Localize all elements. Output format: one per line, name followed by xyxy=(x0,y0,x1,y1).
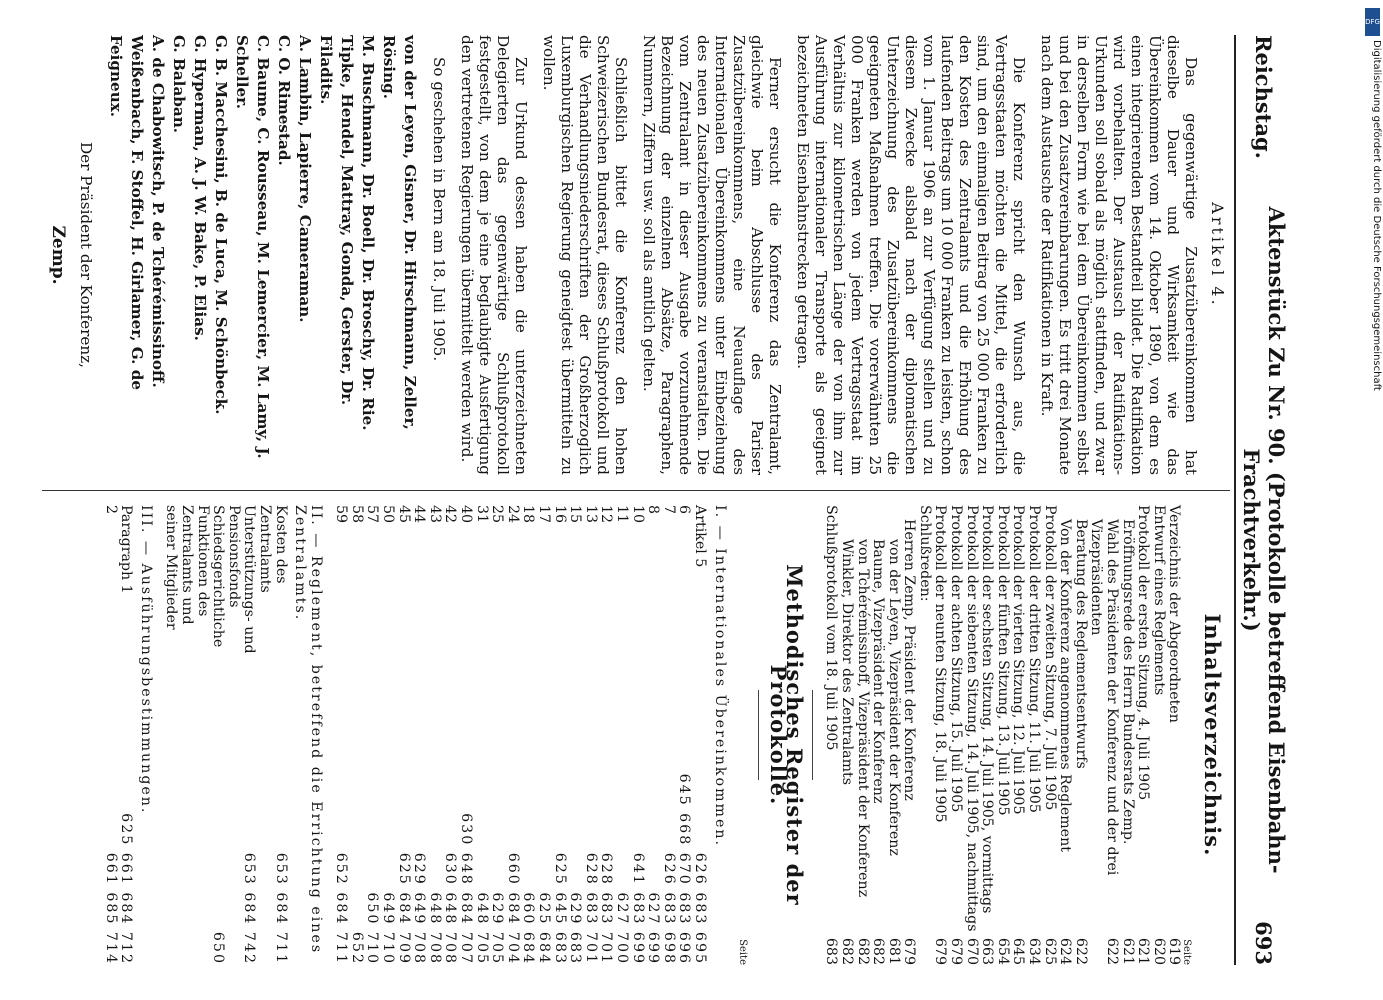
register-section-heading: II. — Reglement, betreffend die Errichtung eines Zentralamts. xyxy=(292,505,324,955)
register-row xyxy=(598,505,614,965)
register-row xyxy=(645,505,661,965)
register-label: 50 xyxy=(380,505,397,524)
register-row xyxy=(426,505,442,965)
register-label: 42 xyxy=(442,505,459,524)
toc-entry-title: von der Leyen, Vizepräsident der Konferenz xyxy=(885,539,902,856)
register-pages: 652 xyxy=(348,931,365,965)
toc-entry-page: 654 xyxy=(994,937,1011,965)
toc-entry-page: 663 xyxy=(979,937,996,965)
register-label: 40 xyxy=(458,505,475,524)
toc-entry-page: 622 xyxy=(1072,937,1089,965)
register-pages: 625 661 684 712 xyxy=(118,813,135,965)
register-row xyxy=(489,505,505,965)
closing-line: Der Präsident der Konferenz, xyxy=(77,142,95,368)
register-pages: 628 683 701 xyxy=(582,852,599,965)
toc-entry-page: 670 xyxy=(963,937,980,965)
register-pages: 648 708 xyxy=(426,892,443,965)
register-row xyxy=(691,505,707,965)
toc-entry-title: von Tchérémissinoff, Vizepräsident der Konferenz xyxy=(854,539,871,898)
register-label: Artikel 5 xyxy=(691,505,708,568)
register-label: 43 xyxy=(426,505,443,524)
register-label: Paragraph 1 xyxy=(118,505,135,594)
register-row xyxy=(118,505,134,965)
divider xyxy=(758,690,759,780)
toc-entry xyxy=(1010,505,1026,965)
register-pages: 625 684 709 xyxy=(395,852,412,965)
toc-entry-page: 679 xyxy=(948,937,965,965)
register-pages: 625 684 xyxy=(536,892,553,965)
toc-entry xyxy=(1135,505,1151,965)
register-title: Methodisches Register der Protokolle. xyxy=(766,564,807,906)
register-list-reglement xyxy=(163,505,288,965)
register-row xyxy=(225,505,256,965)
register-row xyxy=(520,505,536,965)
paragraph-funding: Die Konferenz spricht den Wunsch aus, die Vertragsstaaten möchten die Mittel, die erforderlich sind, um den einmaligen Beitrag von 25 000 Franken zu den Kosten des Zentralamts und die Erhöhung des laufenden Beitrags um 10 000 Franken zu leisten, schon vom 1. Januar 1906 an zur Verfügung stellen und zu diesem Zwecke alsbald nach der diplomatischen Unterzeichnung des Zusatzübereinkommens die geeigneten Maßnahmen treffen. Die vorerwähnten 25 000 Franken werden von jedem Vertragsstaat im Verhältnis zur kilometrischen Länge der von ihm zur Ausführung internationaler Transporte als geeignet bezeichneten Eisenbahnstrecken getragen. xyxy=(794,35,1028,475)
toc-entry-title: Protokoll der dritten Sitzung, 11. Juli 1905 xyxy=(1026,505,1043,813)
register-label: 12 xyxy=(598,505,615,524)
toc-entry-title: Herren Zemp, Präsident der Konferenz xyxy=(901,519,918,801)
signatory-line: Tipke, Hendel, Mattray, Gonda, Gerster, Dr. Filadits. xyxy=(317,35,356,406)
toc-list xyxy=(823,505,1182,965)
column-divider xyxy=(42,490,1230,491)
register-row xyxy=(567,505,583,965)
divider xyxy=(812,690,813,780)
register-label: Kosten des Zentralamts xyxy=(256,505,289,593)
toc-entry xyxy=(838,505,854,965)
toc-entry-page: 634 xyxy=(1026,937,1043,965)
toc-entry xyxy=(1041,505,1057,965)
toc-entry xyxy=(885,505,901,965)
register-pages: 626 683 698 xyxy=(660,852,677,965)
signatory-line: G. Balaban. xyxy=(170,35,188,134)
register-label: 16 xyxy=(551,505,568,524)
toc-entry xyxy=(1025,505,1041,965)
register-row xyxy=(256,505,287,965)
toc-entry-page: 624 xyxy=(1057,937,1074,965)
toc-entry xyxy=(870,505,886,965)
register-pages: 626 683 695 xyxy=(691,852,708,965)
toc-entry xyxy=(948,505,964,965)
register-pages: 625 645 683 xyxy=(551,852,568,965)
register-pages: 629 683 xyxy=(567,892,584,965)
toc-entry-page: 682 xyxy=(838,937,855,965)
register-pages: 660 684 xyxy=(520,892,537,965)
toc-entry xyxy=(994,505,1010,965)
signatory-line: G. Hyperman, A. J. W. Bake, P. Elias. xyxy=(191,35,209,341)
toc-entry-page: 622 xyxy=(1104,937,1121,965)
toc-entry-page: 682 xyxy=(870,937,887,965)
register-pages: 630 648 708 xyxy=(442,852,459,965)
toc-entry-page: 620 xyxy=(1150,937,1167,965)
register-pages: 645 668 670 683 696 xyxy=(676,773,693,965)
toc-entry-title: Protokoll der vierten Sitzung, 12. Juli 1905 xyxy=(1010,505,1027,815)
running-header xyxy=(1234,35,1292,965)
toc-entry-page: 681 xyxy=(885,937,902,965)
register-row xyxy=(613,505,629,965)
register-pages: 650 710 xyxy=(364,892,381,965)
register-pages: 627 699 xyxy=(645,892,662,965)
header-title: Aktenstück Zu Nr. 90. (Protokolle betreffend Eisenbahn-Frachtverkehr.) xyxy=(1239,206,1289,874)
toc-entry xyxy=(854,505,870,965)
toc-entry-title: Protokoll der neunten Sitzung, 18. Juli 1905 xyxy=(932,505,949,823)
toc-seite-label: Seite xyxy=(1181,939,1193,965)
toc-entry xyxy=(1166,505,1182,965)
signatory-line: Weißenbach, F. Stoffel, H. Girlamer, G. de Feigneux. xyxy=(107,35,146,390)
right-column xyxy=(102,505,1228,965)
register-label: 6 xyxy=(676,505,693,515)
register-label: 8 xyxy=(645,505,662,515)
left-column xyxy=(49,35,1228,475)
register-label: 15 xyxy=(567,505,584,524)
register-row xyxy=(504,505,520,965)
toc-entry-title: Wahl des Präsidenten der Konferenz und der drei Vizepräsidenten xyxy=(1088,519,1121,876)
register-pages: 653 684 742 xyxy=(241,852,258,965)
toc-entry-page: 621 xyxy=(1135,937,1152,965)
toc-entry-page xyxy=(916,937,932,965)
register-label: 31 xyxy=(473,505,490,524)
toc-entry-page: 645 xyxy=(1010,937,1027,965)
register-pages: 660 684 704 xyxy=(504,852,521,965)
register-label: 10 xyxy=(629,505,646,524)
register-pages: 627 700 xyxy=(614,892,630,965)
toc-entry-page: 679 xyxy=(901,937,918,965)
toc-title: Inhaltsverzeichnis. xyxy=(1200,613,1225,857)
toc-entry xyxy=(1072,505,1088,965)
register-row xyxy=(333,505,349,965)
register-pages: 629 705 xyxy=(489,892,506,965)
signatory-line: M. Buschmann, Dr. Boell, Dr. Broschy, Dr. Rie. xyxy=(359,35,377,431)
article-heading: Artikel 4. xyxy=(1208,202,1227,308)
register-row xyxy=(411,505,427,965)
article-text: Das gegenwärtige Zusatzübereinkommen hat dieselbe Dauer und Wirksamkeit wie das Übereinkommen vom 14. Oktober 1890, von dem es einen integrierenden Bestandteil bildet. Die Ratifikation wird vorbehalten. Der Austausch der Ratifikations-Urkunden soll sobald als möglich stattfinden, und zwar in derselben Form wie bei dem Übereinkommen selbst und bei den Zusatzvereinbarungen. Es tritt drei Monate nach dem Austausche der Ratifikationen in Kraft. xyxy=(1038,35,1200,475)
toc-entry xyxy=(1150,505,1166,965)
toc-entry-title: Protokoll der zweiten Sitzung, 7. Juli 1905 xyxy=(1041,505,1058,811)
signer-name: Zemp. xyxy=(48,225,68,285)
funding-credit: Digitalisierung gefördert durch die Deutsche Forschungsgemeinschaft xyxy=(1371,40,1382,391)
register-section-heading: I. — Internationales Übereinkommen. xyxy=(711,505,728,848)
toc-entry-title: Protokoll der fünften Sitzung, 13. Juli 1905 xyxy=(994,505,1011,816)
toc-entry xyxy=(901,505,917,965)
paragraph-new-edition: Ferner ersucht die Konferenz das Zentralamt, gleichwie beim Abschlusse des Pariser Zusatzübereinkommens, eine Neuauflage des Internationalen Übereinkommens unter Einbeziehung des neuen Zusatzübereinkommens zu veranstalten. Die vom Zentralamt in dieser Ausgabe vorzunehmende Bezeichnung der einzelnen Absätze, Paragraphen, Nummern, Ziffern usw. soll als amtlich gelten. xyxy=(640,35,784,475)
register-pages: 653 684 711 xyxy=(272,852,289,965)
toc-entry-page: 619 xyxy=(1166,937,1183,965)
register-pages: 629 649 708 xyxy=(411,852,428,965)
register-row xyxy=(676,505,692,965)
paragraph-transmission: Schließlich bittet die Konferenz den hohen Schweizerischen Bundesrat, dieses Schlußprotokoll und die Verhandlungsniederschriften der Großherzoglich Luxemburgischen Regierung geneigtest übermitteln zu wollen. xyxy=(540,35,630,475)
register-section-heading: III. — Ausführungsbestimmungen. xyxy=(137,505,154,815)
register-row xyxy=(364,505,380,965)
toc-entry xyxy=(1119,505,1135,965)
toc-entry-title: Schlußreden: xyxy=(916,505,933,602)
register-row xyxy=(551,505,567,965)
toc-entry-title: Schlußprotokoll vom 18. Juli 1905 xyxy=(823,505,840,751)
register-row xyxy=(535,505,551,965)
toc-entry xyxy=(932,505,948,965)
register-pages: 641 683 699 xyxy=(629,852,646,965)
register-pages: 661 685 714 xyxy=(102,852,119,965)
toc-entry-title: Eröffnungsrede des Herrn Bundesrats Zemp. xyxy=(1119,519,1136,845)
register-pages: 652 684 711 xyxy=(333,852,350,965)
toc-entry-page: 625 xyxy=(1041,937,1058,965)
register-pages: 630 648 684 707 xyxy=(458,813,475,965)
register-list-ausfuehrung xyxy=(102,505,133,965)
date-line: So geschehen in Bern am 18. Juli 1905. xyxy=(430,57,448,362)
signatory-line: A. de Chabowitsch, P. de Tchérémissinoff. xyxy=(149,35,167,388)
toc-entry xyxy=(823,505,839,965)
header-left: Reichstag. xyxy=(1251,35,1277,159)
register-label: Unterstützungs- und Pensionsfonds xyxy=(225,505,258,654)
register-seite-label: Seite xyxy=(736,939,748,965)
register-row xyxy=(660,505,676,965)
register-row xyxy=(473,505,489,965)
register-pages: 628 683 701 xyxy=(598,852,615,965)
register-label: 44 xyxy=(411,505,428,524)
register-label: 17 xyxy=(536,505,553,524)
signatory-line: A. Lambin, Lapierre, Cameraman. xyxy=(296,35,314,323)
toc-entry-title: Protokoll der siebenten Sitzung, 14. Juli 1905, nachmittags xyxy=(963,505,980,932)
toc-entry-title: Beratung des Reglementsentwurfs xyxy=(1072,519,1089,769)
signatory-line: G. B. Macchesini, B. de Luca, M. Schönbeck. xyxy=(212,35,230,415)
register-label: 2 xyxy=(102,505,119,515)
register-row xyxy=(348,505,364,965)
signatory-line: C. Baume, C. Rousseau, M. Lemercier, M. Lamy, J. Scheller. xyxy=(233,35,272,459)
toc-entry-title: Baume, Vizepräsident der Konferenz xyxy=(870,539,887,804)
register-row xyxy=(582,505,598,965)
paragraph-attestation: Zur Urkund dessen haben die unterzeichneten Delegierten das gegenwärtige Schlußprotokoll festgestellt, von dem je eine beglaubigte Ausfertigung den vertretenen Regierungen übermittelt werden wird. xyxy=(458,35,530,475)
register-label: 24 xyxy=(504,505,521,524)
register-label: 18 xyxy=(520,505,537,524)
dfg-logo: DFG xyxy=(1365,8,1380,36)
toc-entry xyxy=(1057,505,1073,965)
toc-entry-title: Entwurf eines Reglements xyxy=(1150,505,1167,696)
register-label: 25 xyxy=(489,505,506,524)
register-row xyxy=(380,505,396,965)
register-row xyxy=(163,505,225,965)
register-row xyxy=(442,505,458,965)
toc-entry xyxy=(963,505,979,965)
toc-entry-title: Protokoll der ersten Sitzung, 4. Juli 1905 xyxy=(1135,505,1152,801)
register-label: 13 xyxy=(582,505,599,524)
register-label: 59 xyxy=(333,505,350,524)
toc-entry-title: Protokoll der sechsten Sitzung, 14. Juli 1905, vormittags xyxy=(979,505,996,914)
toc-entry-page: 679 xyxy=(932,937,949,965)
page-number: 693 xyxy=(1251,921,1277,965)
register-row xyxy=(457,505,473,965)
toc-entry-title: Verzeichnis der Abgeordneten xyxy=(1166,505,1183,723)
register-row xyxy=(629,505,645,965)
register-pages: 650 xyxy=(210,931,227,965)
toc-entry-title: Protokoll der achten Sitzung, 15. Juli 1905 xyxy=(948,505,965,813)
toc-entry xyxy=(979,505,995,965)
toc-entry-page: 683 xyxy=(823,937,840,965)
toc-entry-title: Winkler, Direktor des Zentralamts xyxy=(838,539,855,786)
register-pages: 648 705 xyxy=(473,892,490,965)
toc-entry xyxy=(916,505,932,965)
toc-entry-page: 682 xyxy=(854,937,871,965)
toc-entry-title: Von der Konferenz angenommenes Reglement xyxy=(1057,519,1074,852)
register-list-articles xyxy=(333,505,707,965)
register-row xyxy=(395,505,411,965)
rotated-page xyxy=(37,35,1292,965)
toc-entry xyxy=(1088,505,1119,965)
register-label: Schiedsgerichtliche Funktionen des Zentralamts und seiner Mitglieder xyxy=(163,505,227,648)
register-row xyxy=(102,505,118,965)
signatory-line: C. O. Rimestad. xyxy=(275,35,293,166)
register-label: 45 xyxy=(395,505,412,524)
register-label: 11 xyxy=(614,505,630,524)
signatory-line: von der Leyen, Gisner, Dr. Hirschmann, Zeller, Rösing. xyxy=(380,35,419,430)
register-pages: 649 710 xyxy=(380,892,397,965)
toc-entry-page: 621 xyxy=(1119,937,1136,965)
register-label: 58 xyxy=(348,505,365,524)
signatory-list xyxy=(105,35,420,475)
register-label: 57 xyxy=(364,505,381,524)
register-label: 7 xyxy=(660,505,677,515)
